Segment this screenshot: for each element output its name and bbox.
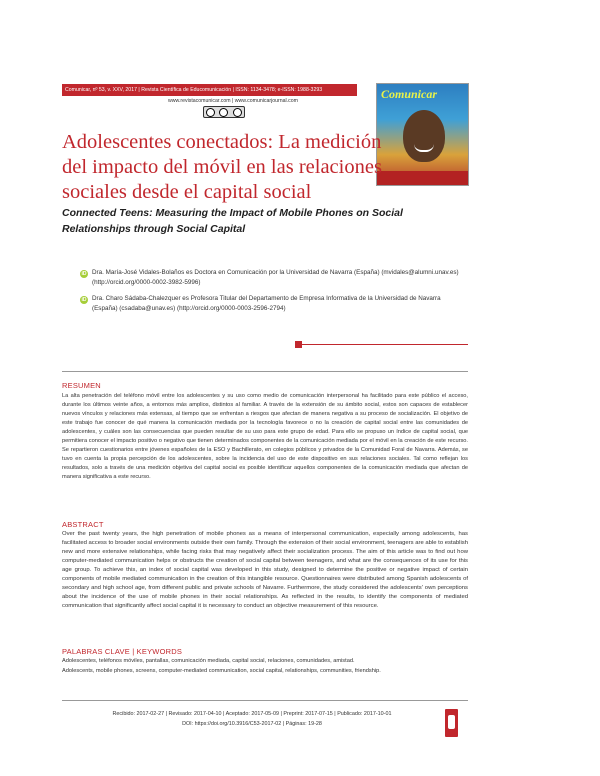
divider (62, 371, 468, 372)
crossmark-icon[interactable] (445, 709, 458, 737)
journal-cover-image (376, 83, 469, 186)
abstract-text: Over the past twenty years, the high penetration of mobile phones as a means of interpersonal communication, especially among adolescents, has facilitated access to broader social environments outside their own family. Through the extension of their social environment, teenagers are able to establish new and more extensive relationships, while facing risks that may negatively affect their socialization process. The aim of this article was to find out how computer-mediated communication helps or obstructs the creation of social capital between teenagers, and what are the consequences of its use for this age group. To achieve this, an index of social capital was developed in this study, designed to determine the positive or negative impact of certain components of mobile mediated communication in the creation of this intangible resource. Questionnaires were distributed among Spanish adolescents of secondary and high school age, from different public and private schools of Navarre. Furthermore, the study considered the adolescents' own perceptions about the incidence of the use of mobile phones in their social relationships. As reflected in the results, to identify the components of mediated communication that significantly affect social capital it is necessary to conduct an objective measurement of this resource. (62, 531, 468, 610)
journal-header-band: Comunicar, nº 53, v. XXV, 2017 | Revista Científica de Educomunicación | ISSN: 1134-3478; e-ISSN: 1988-3293 (62, 84, 357, 96)
footer-dates: Recibido: 2017-02-27 | Revisado: 2017-04-10 | Aceptado: 2017-05-09 | Preprint: 2017-07-15 | Publicado: 2017-10-01 (112, 711, 392, 717)
resumen-heading: RESUMEN (62, 381, 101, 390)
decorative-separator-square (295, 341, 302, 348)
crossmark-icon-inner (448, 715, 455, 729)
decorative-separator-line (298, 344, 468, 345)
cover-child-photo (403, 110, 445, 162)
author-1: Dra. María-José Vidales-Bolaños es Doctora en Comunicación por la Universidad de Navarra (España) (mvidales@alumni.unav.es) (http://orcid.org/0000-0002-3982-5996) (92, 269, 459, 286)
orcid-icon[interactable]: iD (81, 271, 87, 277)
article-title-en: Connected Teens: Measuring the Impact of Mobile Phones on Social Relationships through Social Capital (62, 207, 403, 235)
article-title-es: Adolescentes conectados: La medición del impacto del móvil en las relaciones sociales desde el capital social (62, 131, 382, 203)
keywords-en: Adolescents, mobile phones, screens, computer-mediated communication, social capital, relationships, communities, friendship. (62, 668, 381, 674)
footer-doi[interactable]: DOI: https://doi.org/10.3916/C53-2017-02 | Páginas: 19-28 (182, 721, 322, 727)
journal-urls[interactable]: www.revistacomunicar.com | www.comunicarjournal.com (168, 98, 298, 104)
orcid-icon[interactable]: iD (81, 297, 87, 303)
creative-commons-badge (203, 106, 245, 118)
cover-title: Comunicar (381, 87, 438, 101)
cc-icon (206, 108, 215, 117)
keywords-es: Adolescentes, teléfonos móviles, pantallas, comunicación mediada, capital social, relaciones, comunidades, amistad. (62, 658, 355, 664)
author-2: Dra. Charo Sádaba-Chalezquer es Profesora Titular del Departamento de Empresa Informativa de la Universidad de Navarra (España) (csadaba@unav.es) (http://orcid.org/0000-0003-2596-2794) (92, 295, 441, 312)
nc-icon (233, 108, 242, 117)
cover-bottom-band (377, 171, 468, 185)
abstract-heading: ABSTRACT (62, 520, 104, 529)
keywords-heading: PALABRAS CLAVE | KEYWORDS (62, 647, 183, 656)
by-icon (219, 108, 228, 117)
resumen-text: La alta penetración del teléfono móvil entre los adolescentes y su uso como medio de comunicación interpersonal ha facilitado para este público el acceso, durante los últimos veinte años, a entornos más amplios, distintos al familiar. A través de la extensión de su ámbito social, estos son capaces de establecer nuevos vínculos y relaciones más extensas, al tiempo que se enfrentan a riesgos que afectan de manera negativa a su proceso de socialización. El objetivo de este trabajo fue conocer de qué manera la comunicación mediada por la tecnología favorece o no la creación de capital social entre las comunidades de adolescentes, y cuáles son las consecuencias que pueden resultar de su uso para este grupo de edad. Para ello se propuso un índice de capital social, que permitiera conocer el impacto positivo o negativo que tienen determinados componentes de la comunicación mediada por el móvil en la creación de este recurso. Se repartieron cuestionarios entre jóvenes españoles de la ESO y Bachillerato, en colegios públicos y privados de la Comunidad Foral de Navarra. Además, se tuvo en cuenta la propia percepción de los adolescentes, sobre la incidencia del uso de este dispositivo en sus relaciones sociales. Tal como reflejan los resultados, solo a través de una medición objetiva del capital social es posible identificar aquellos componentes de la comunicación mediada que afectan de manera significativa a este recurso. (62, 393, 468, 481)
divider (62, 700, 468, 701)
